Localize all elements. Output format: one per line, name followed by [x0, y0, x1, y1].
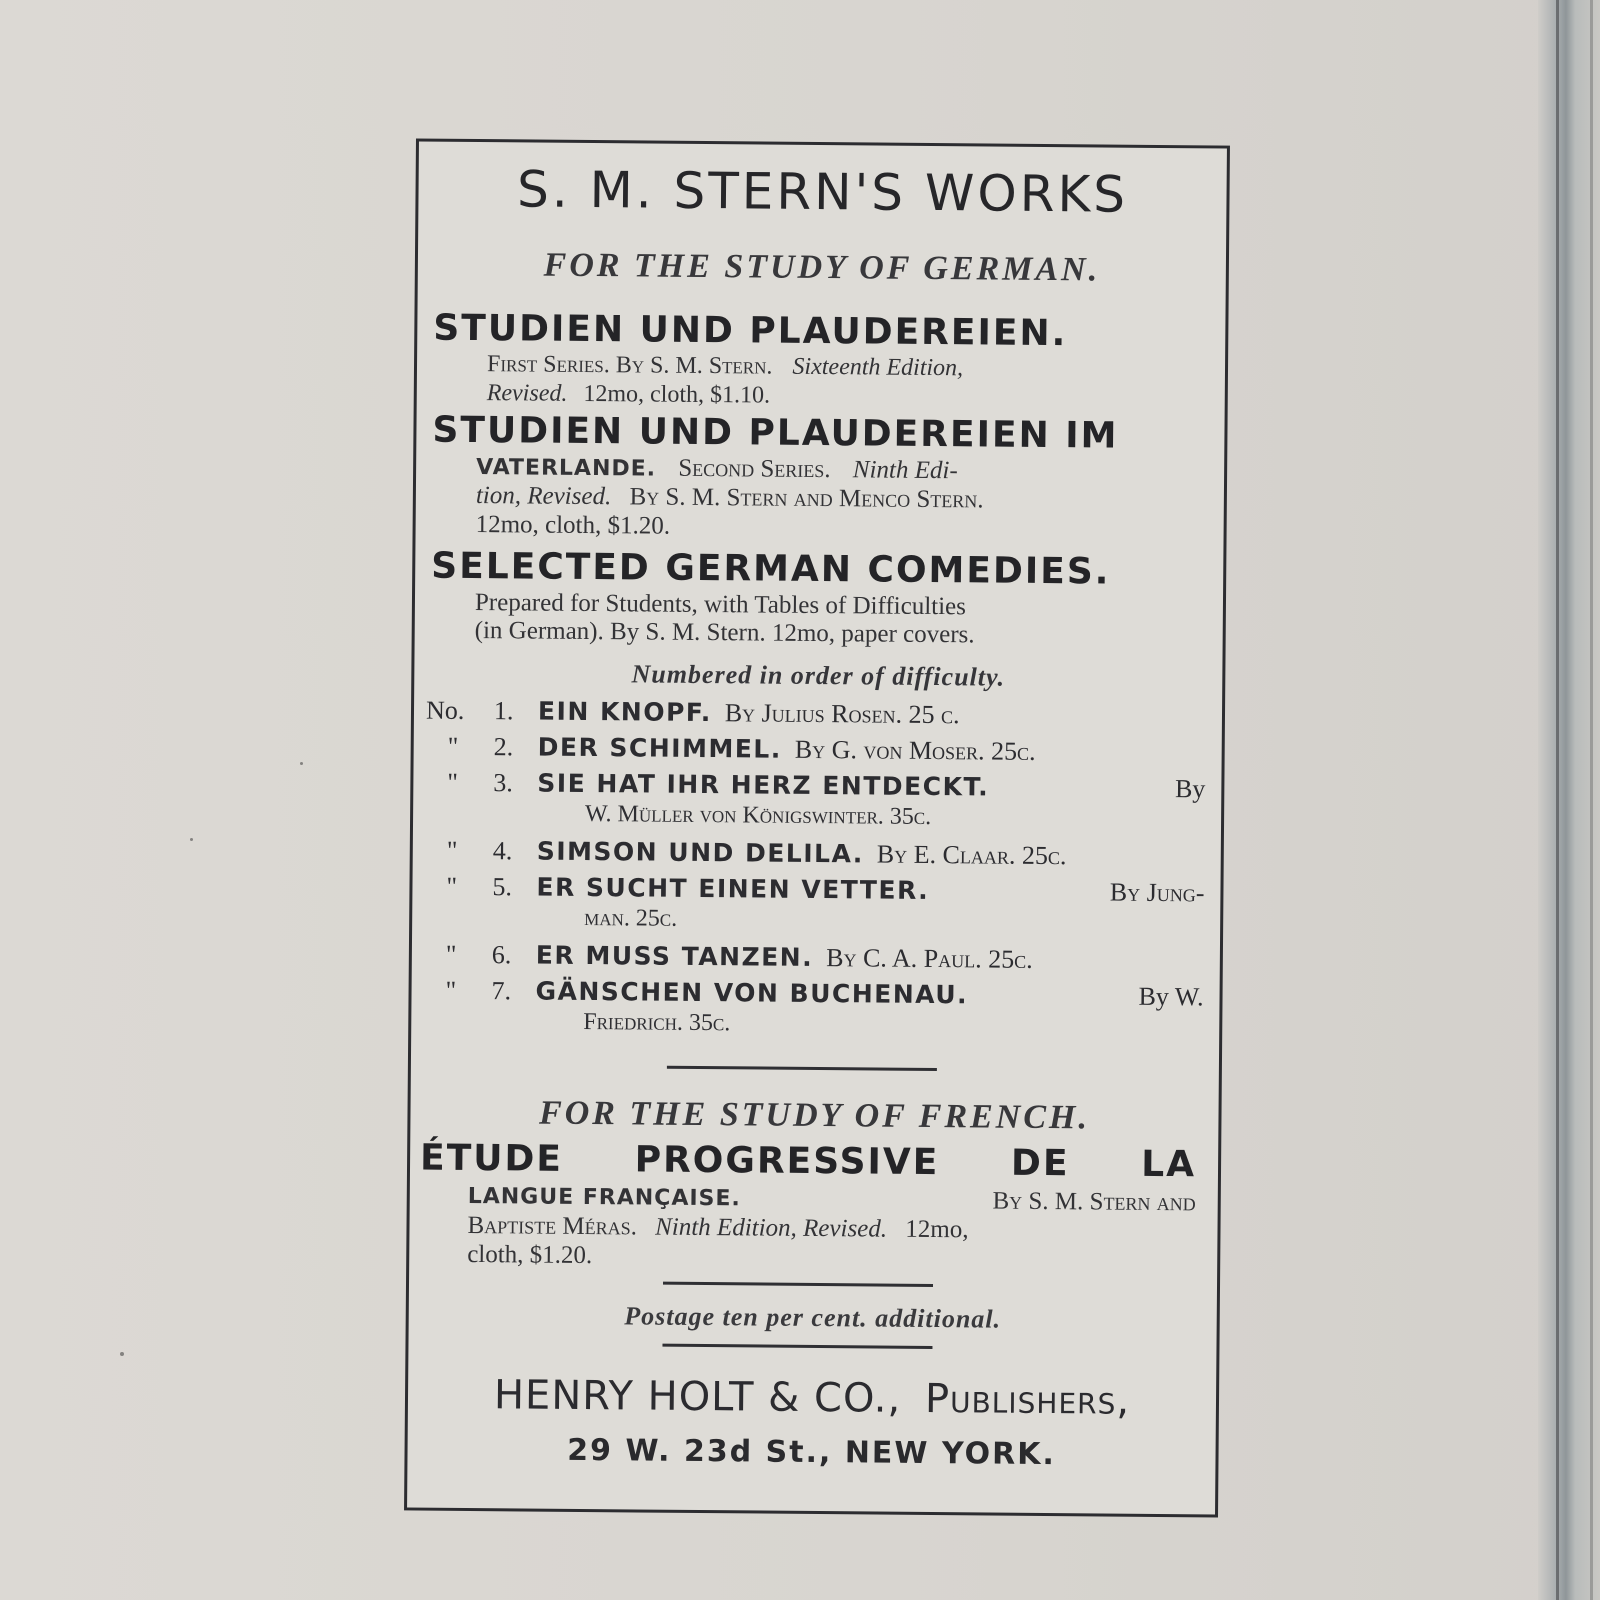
- book-desc-authors: By S. M. Stern and: [992, 1187, 1196, 1217]
- item-no-label: ": [446, 871, 458, 901]
- publisher-line: [408, 1371, 1216, 1424]
- book-desc-etude-price: cloth, $1.20.: [467, 1240, 593, 1270]
- book-desc-price: 12mo, cloth, $1.10.: [583, 380, 771, 409]
- book-title-etude: [420, 1138, 1196, 1186]
- book-desc-edition: Ninth Edition, Revised.: [655, 1213, 888, 1243]
- divider-rule: [663, 1282, 933, 1287]
- item-author-price: By G. von Moser. 25c.: [794, 734, 1036, 766]
- book-spine-edge: [1538, 0, 1600, 1600]
- item-author-price: By C. A. Paul. 25c.: [826, 943, 1033, 974]
- item-number: 3.: [493, 768, 514, 798]
- item-title: ER MUSS TANZEN.: [535, 940, 814, 972]
- publisher-name: HENRY HOLT & CO.,: [493, 1372, 902, 1422]
- book-title-comedies: SELECTED GERMAN COMEDIES.: [431, 545, 1111, 593]
- advertisement-box: [404, 138, 1230, 1517]
- list-item: [425, 836, 1205, 877]
- item-continuation: W. Müller von Königswinter. 35c.: [585, 800, 932, 830]
- item-title: EIN KNOPF.: [537, 696, 712, 728]
- item-title: ER SUCHT EINEN VETTER.: [536, 872, 930, 905]
- item-number: 2.: [493, 732, 514, 762]
- german-heading: FOR THE STUDY OF GERMAN.: [543, 246, 1101, 289]
- comedies-heading: Numbered in order of difficulty.: [631, 659, 1006, 692]
- page-title: S. M. STERN'S WORKS: [516, 160, 1129, 224]
- paper-speck: [190, 838, 193, 841]
- item-title: DER SCHIMMEL.: [537, 732, 782, 764]
- item-continuation: man. 25c.: [584, 904, 678, 932]
- publisher-address: 29 W. 23d St., NEW YORK.: [567, 1432, 1056, 1473]
- item-no-label: ": [445, 975, 457, 1005]
- item-no-label: ": [447, 731, 459, 761]
- item-author-price: By E. Claar. 25c.: [876, 839, 1067, 871]
- book-title-vaterlande: STUDIEN UND PLAUDEREIEN IM: [432, 409, 1119, 457]
- etude-title-word: ÉTUDE: [419, 1137, 564, 1180]
- book-desc-ninth-edition: Ninth Edi-: [852, 456, 958, 485]
- book-desc-langue: LANGUE FRANÇAISE.: [467, 1183, 741, 1212]
- item-number: 6.: [491, 940, 512, 970]
- item-no-label: ": [447, 767, 459, 797]
- book-desc-comedies-line2: (in German). By S. M. Stern. 12mo, paper covers.: [474, 617, 975, 649]
- book-desc-series: First Series. By S. M. Stern.: [486, 351, 773, 380]
- french-heading: FOR THE STUDY OF FRENCH.: [538, 1094, 1091, 1137]
- paper-speck: [120, 1352, 124, 1356]
- item-no-label: ": [445, 939, 457, 969]
- item-title: SIE HAT IHR HERZ ENTDECKT.: [537, 768, 990, 802]
- item-number: 4.: [492, 836, 513, 866]
- book-title-studien: STUDIEN UND PLAUDEREIEN.: [433, 307, 1068, 355]
- book-desc-comedies-line1: Prepared for Students, with Tables of Difficulties: [474, 589, 967, 621]
- item-number: 1.: [493, 696, 514, 726]
- book-desc-format: 12mo,: [905, 1215, 969, 1244]
- item-number: 5.: [492, 872, 513, 902]
- book-desc-vaterlande-price: 12mo, cloth, $1.20.: [475, 511, 671, 540]
- list-item: [426, 732, 1206, 773]
- book-desc-revised: Revised.: [486, 380, 568, 407]
- item-author-price: By Julius Rosen. 25 c.: [724, 698, 960, 730]
- book-desc-vaterlande: VATERLANDE.: [476, 455, 657, 482]
- divider-rule: [667, 1066, 937, 1071]
- etude-title-word: LA: [1141, 1143, 1197, 1186]
- etude-title-word: DE: [1010, 1142, 1070, 1185]
- book-desc-coauthor: Baptiste Méras.: [467, 1211, 638, 1241]
- book-desc-authors: By S. M. Stern and Menco Stern.: [629, 483, 984, 514]
- book-desc-studien-line2: [487, 379, 1209, 414]
- item-author-price: By Jung-: [1109, 877, 1205, 908]
- divider-rule: [662, 1344, 932, 1349]
- item-no-label: No.: [425, 695, 465, 725]
- item-number: 7.: [491, 976, 512, 1006]
- spine-edge-line: [1556, 0, 1559, 1600]
- book-desc-revised: tion, Revised.: [475, 482, 612, 511]
- spine-edge-line: [1590, 0, 1593, 1600]
- list-item: [426, 696, 1206, 737]
- book-desc-second-series: Second Series.: [678, 454, 831, 484]
- item-author-price: By: [1174, 774, 1206, 804]
- item-continuation: Friedrich. 35c.: [583, 1008, 731, 1037]
- item-title: GÄNSCHEN VON BUCHENAU.: [535, 976, 969, 1010]
- postage-note: Postage ten per cent. additional.: [624, 1301, 1002, 1334]
- etude-title-word: PROGRESSIVE: [634, 1139, 940, 1184]
- book-desc-edition: Sixteenth Edition,: [792, 353, 964, 382]
- item-no-label: ": [446, 835, 458, 865]
- paper-speck: [300, 762, 303, 765]
- item-author-price: By W.: [1138, 981, 1204, 1012]
- item-title: SIMSON UND DELILA.: [536, 836, 864, 869]
- publisher-label: Publishers,: [924, 1375, 1131, 1424]
- list-item: [424, 940, 1204, 981]
